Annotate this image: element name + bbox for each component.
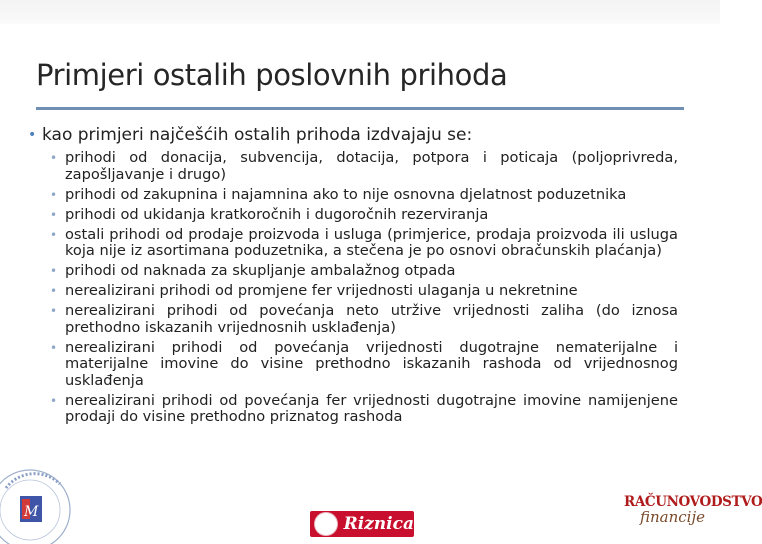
seal-icon (0, 458, 76, 540)
list-item: • prihodi od naknada za skupljanje ambalažnog otpada (50, 262, 456, 280)
list-item: • ostali prihodi od prodaje proizvoda i usluga (primjerice, prodaja proizvoda ili usluga koja nije iz asortimana poduzetnika, a stečena je po osnovi obračunskih plaćanja) (50, 225, 678, 260)
bullet-icon: • (28, 127, 37, 143)
financije-word: financije (640, 508, 705, 526)
riznica-logo (310, 511, 414, 537)
bullet-icon: • (50, 187, 58, 202)
list-item: • prihodi od ukidanja kratkoročnih i dugoročnih rezerviranja (50, 205, 489, 223)
list-item: • prihodi od zakupnina i najamnina ako to nije osnovna djelatnost poduzetnika (50, 185, 627, 203)
title-underline (36, 107, 684, 110)
example-list (28, 150, 678, 426)
university-seal-logo (0, 458, 76, 540)
racunovodstvo-logo (624, 494, 762, 538)
bullet-icon: • (50, 227, 58, 242)
intro-text: kao primjeri najčešćih ostalih prihoda izdvajaju se: (42, 125, 473, 145)
svg-text:M: M (24, 504, 39, 520)
bullet-icon: • (50, 151, 58, 165)
intro-bullet (28, 125, 678, 145)
list-item: • prihodi od donacija, subvencija, dotacija, potpora i poticaja (poljoprivreda, zapošljavanje i drugo) (50, 149, 678, 183)
bullet-icon: • (50, 393, 58, 408)
slide-title: Primjeri ostalih poslovnih prihoda (36, 58, 508, 92)
bullet-icon: • (50, 304, 58, 319)
slide-content (28, 125, 678, 429)
riznica-emblem-icon (314, 512, 338, 536)
list-item: • nerealizirani prihodi od povećanja vrijednosti dugotrajne nematerijalne i materijalne imovine do visine prethodno iskazanih rashoda od vrijednosnog usklađenja (50, 338, 678, 389)
list-item: • nerealizirani prihodi od promjene fer vrijednosti ulaganja u nekretnine (50, 282, 578, 300)
bullet-icon: • (50, 264, 58, 279)
list-item: • nerealizirani prihodi od povećanja fer vrijednosti dugotrajne imovine namijenjene prodaji do visine prethodno priznatog rashoda (50, 391, 678, 426)
bullet-icon: • (50, 207, 58, 222)
racunovodstvo-word: RAČUNOVODSTVO (624, 494, 762, 510)
bullet-icon: • (50, 284, 58, 299)
list-item: • nerealizirani prihodi od povećanja neto utržive vrijednosti zaliha (do iznosa prethodno iskazanih vrijednosnih usklađenja) (50, 302, 678, 336)
bullet-icon: • (50, 340, 58, 355)
slide-top-band (0, 0, 720, 24)
riznica-brand-text: Riznica (343, 514, 414, 534)
